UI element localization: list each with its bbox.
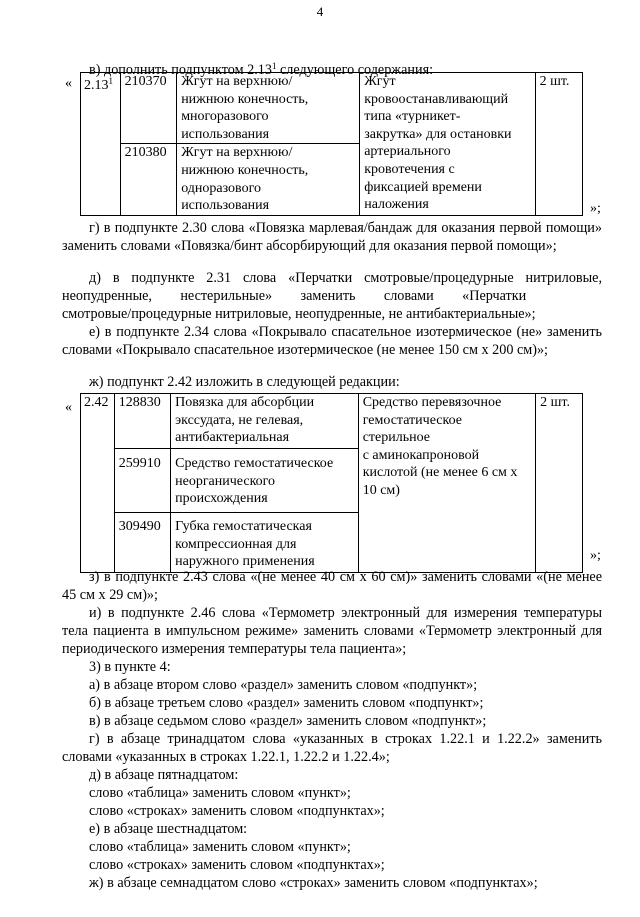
page-number: 4 [316, 4, 324, 19]
quantity-cell [535, 73, 582, 216]
table-2-13 [80, 72, 583, 216]
item-3-d-1: слово «таблица» заменить словом «пункт»; [89, 785, 351, 801]
table-2-42 [80, 393, 583, 573]
name-cell [171, 449, 359, 513]
item-3-d: д) в абзаце пятнадцатом: [89, 767, 239, 783]
item-3-heading: 3) в пункте 4: [89, 659, 171, 675]
table-row [81, 73, 583, 144]
code: 128830 [118, 395, 161, 410]
description-cell [360, 73, 535, 216]
name: Губка гемостатическая компрессионная для наружного применения [175, 519, 315, 570]
item-3-b: б) в абзаце третьем слово «раздел» заменить словом «подпункт»; [89, 695, 484, 711]
item-3-a: а) в абзаце втором слово «раздел» заменить словом «подпункт»; [89, 677, 478, 693]
paragraph-d-line-3: смотровые/процедурные нитриловые, неопудренные, не антибактериальные»; [62, 306, 536, 322]
superscript: 1 [271, 61, 277, 71]
name-cell [171, 513, 359, 573]
item-3-d-2: слово «строках» заменить словом «подпунктах»; [89, 803, 385, 819]
code-cell [114, 394, 170, 449]
paragraph-v-text: в) дополнить подпунктом 2.13 [89, 62, 272, 78]
quantity: 2 шт. [539, 74, 570, 89]
name: Средство гемостатическое неорганического происхождения [175, 456, 334, 507]
open-quote: « [65, 400, 72, 415]
code-cell [114, 513, 170, 573]
close-quote: »; [590, 548, 601, 563]
paragraph-d-line-1: д) в подпункте 2.31 слова «Перчатки смотровые/процедурные нитриловые, [89, 270, 602, 286]
paragraph-z: з) в подпункте 2.43 слова «(не менее 40 см х 60 см)» заменить словами «(не менее 45 см х 29 см)»; [62, 569, 602, 603]
row-number: 2.42 [84, 395, 109, 410]
paragraph-v-rest: следующего содержания: [276, 62, 434, 78]
name: Жгут на верхнюю/ нижнюю конечность, одноразового использования [181, 145, 309, 214]
row-number: 2.13 [84, 78, 109, 93]
code-cell [120, 73, 177, 144]
code-cell [120, 144, 177, 215]
row-number-cell [81, 394, 115, 573]
name-cell [177, 144, 360, 215]
name: Повязка для абсорбции экссудата, не гелевая, антибактериальная [175, 395, 315, 446]
code: 210380 [124, 145, 167, 161]
code: 309490 [118, 519, 161, 534]
item-3-g: г) в абзаце тринадцатом слова «указанных в строках 1.22.1 и 1.22.2» заменить словами «указанных в строках 1.22.1, 1.22.2 и 1.22.4»; [62, 731, 602, 765]
paragraph-e: е) в подпункте 2.34 слова «Покрывало спасательное изотермическое (не» заменить словами «Покрывало спасательное изотермическое (не менее 150 см х 200 см)»; [62, 324, 602, 358]
item-3-zh: ж) в абзаце семнадцатом слово «строках» заменить словом «подпунктах»; [89, 875, 538, 891]
name-cell [177, 73, 360, 144]
description: Средство перевязочное гемостатическое стерильное с аминокапроновой кислотой (не менее 6 см х 10 см) [362, 395, 518, 498]
code: 210370 [124, 74, 167, 89]
item-3-e-1: слово «таблица» заменить словом «пункт»; [89, 839, 351, 855]
paragraph-i: и) в подпункте 2.46 слова «Термометр электронный для измерения температуры тела пациента в импульсном режиме» заменить словами «Термометр электронный для периодического измерения температуры тела пациента»; [62, 605, 602, 657]
description: Жгут кровоостанавливающий типа «турникет- закрутка» для остановки артериального кровотечения с фиксацией времени наложения [364, 74, 512, 213]
paragraph-d-line-2: неопудренные, нестерильные» заменить словами «Перчатки [62, 288, 527, 304]
row-number-cell [81, 73, 121, 216]
row-number-sup: 1 [108, 76, 113, 86]
name: Жгут на верхнюю/ нижнюю конечность, многоразового использования [181, 74, 309, 142]
code-cell [114, 449, 170, 513]
code: 259910 [118, 456, 161, 471]
open-quote: « [65, 76, 72, 91]
table-row [81, 394, 583, 449]
paragraph-g: г) в подпункте 2.30 слова «Повязка марлевая/бандаж для оказания первой помощи» заменить словами «Повязка/бинт абсорбирующий для оказания первой помощи»; [62, 220, 602, 254]
description-cell [358, 394, 535, 573]
quantity-cell [536, 394, 583, 573]
paragraph-zh: ж) подпункт 2.42 изложить в следующей редакции: [89, 374, 400, 390]
item-3-e: е) в абзаце шестнадцатом: [89, 821, 248, 837]
item-3-v: в) в абзаце седьмом слово «раздел» заменить словом «подпункт»; [89, 713, 487, 729]
quantity: 2 шт. [540, 395, 570, 410]
name-cell [171, 394, 359, 449]
close-quote: »; [590, 201, 601, 216]
item-3-e-2: слово «строках» заменить словом «подпунктах»; [89, 857, 385, 873]
